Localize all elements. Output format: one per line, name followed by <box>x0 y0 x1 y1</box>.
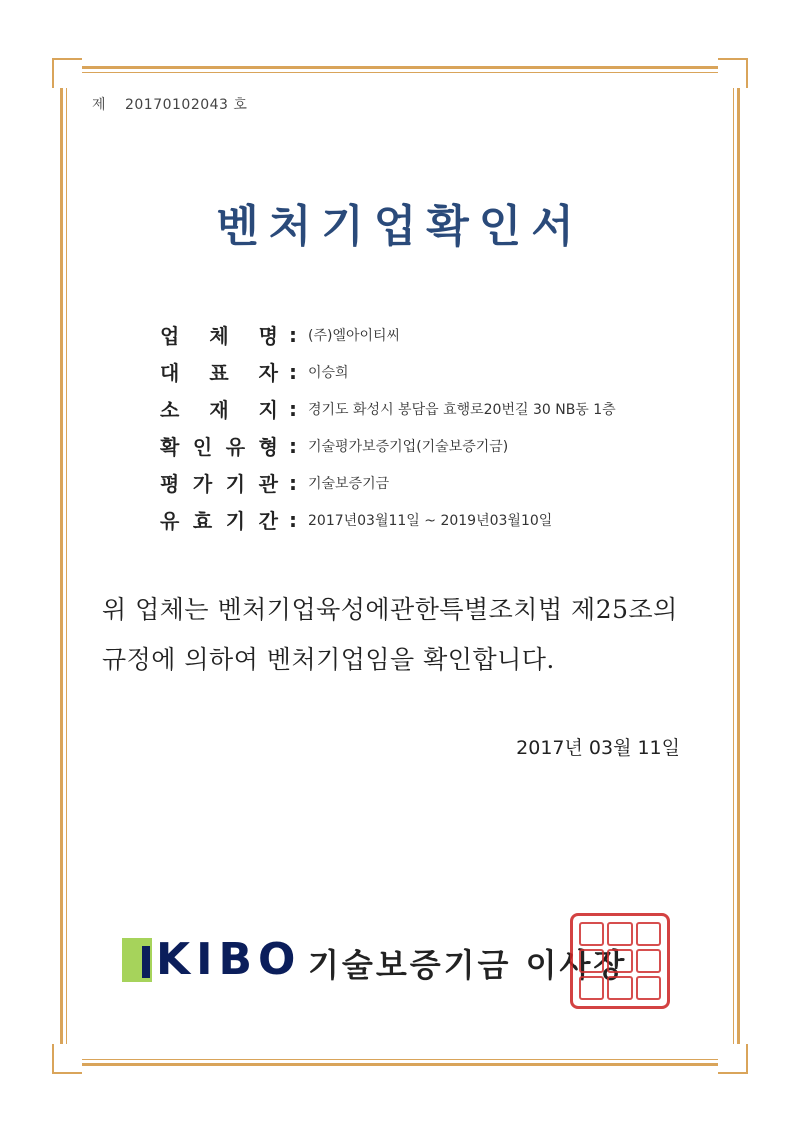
label-char: 업 <box>160 324 180 348</box>
seal-glyph <box>579 949 604 973</box>
border-corner-ornament <box>52 1044 82 1074</box>
label-char: 관 <box>258 472 278 496</box>
label-char: 인 <box>192 435 213 459</box>
label-char: 유 <box>225 435 246 459</box>
label-char: 형 <box>258 435 278 459</box>
field-row-representative <box>160 353 616 390</box>
field-colon: : <box>289 359 297 384</box>
label-char: 소 <box>160 398 180 422</box>
label-char: 확 <box>160 435 180 459</box>
company-info-table <box>160 316 616 538</box>
seal-glyph <box>636 922 661 946</box>
label-char: 유 <box>160 509 180 533</box>
certificate-number-suffix: 호 <box>233 97 248 113</box>
label-char: 기 <box>225 509 246 533</box>
field-value-address: 경기도 화성시 봉담읍 효행로20번길 30 NB동 1층 <box>308 401 616 418</box>
field-label <box>160 320 278 349</box>
label-char: 표 <box>209 361 229 385</box>
kibo-logo-mark <box>122 938 152 982</box>
border-corner-ornament <box>718 58 748 88</box>
field-value-evaluation-agency: 기술보증기금 <box>308 475 390 492</box>
certificate-number-prefix: 제 <box>92 97 107 113</box>
field-label <box>160 394 278 423</box>
certification-statement <box>102 585 722 685</box>
label-char: 간 <box>258 509 278 533</box>
field-colon: : <box>289 396 297 421</box>
border-corner-ornament <box>718 1044 748 1074</box>
kibo-logo-text: KIBO <box>156 934 302 985</box>
seal-glyph <box>579 922 604 946</box>
certificate-title: 벤처기업확인서 <box>216 201 584 252</box>
seal-glyph <box>636 949 661 973</box>
field-label <box>160 505 278 534</box>
label-char: 효 <box>192 509 213 533</box>
field-label <box>160 357 278 386</box>
certificate-number <box>92 94 247 114</box>
label-char: 지 <box>258 398 278 422</box>
label-char: 평 <box>160 472 180 496</box>
seal-glyph <box>579 976 604 1000</box>
field-row-validity-period <box>160 501 616 538</box>
kibo-logo <box>122 934 302 985</box>
seal-glyph <box>607 922 632 946</box>
label-char: 대 <box>160 361 180 385</box>
seal-pattern <box>579 922 661 1000</box>
field-row-address <box>160 390 616 427</box>
statement-line: 위 업체는 벤처기업육성에관한특별조치법 제25조의 <box>102 595 678 624</box>
field-value-representative: 이승희 <box>308 364 349 381</box>
field-value-company-name: (주)엘아이티씨 <box>308 327 401 344</box>
field-row-confirmation-type <box>160 427 616 464</box>
label-char: 체 <box>209 324 229 348</box>
field-colon: : <box>289 470 297 495</box>
seal-glyph <box>607 949 632 973</box>
field-value-validity-period: 2017년03월11일 ~ 2019년03월10일 <box>308 512 553 529</box>
official-seal-stamp <box>570 913 670 1009</box>
label-char: 명 <box>258 324 278 348</box>
field-value-confirmation-type: 기술평가보증기업(기술보증기금) <box>308 438 509 455</box>
field-colon: : <box>289 433 297 458</box>
statement-line: 규정에 의하여 벤처기업임을 확인합니다. <box>102 645 555 674</box>
issuer-name: 기술보증기금 이사장 <box>308 946 628 984</box>
label-char: 가 <box>192 472 213 496</box>
field-colon: : <box>289 507 297 532</box>
border-corner-ornament <box>52 58 82 88</box>
field-row-evaluation-agency <box>160 464 616 501</box>
seal-glyph <box>607 976 632 1000</box>
field-row-company-name <box>160 316 616 353</box>
label-char: 자 <box>258 361 278 385</box>
field-colon: : <box>289 322 297 347</box>
field-label <box>160 431 278 460</box>
label-char: 기 <box>225 472 246 496</box>
seal-glyph <box>636 976 661 1000</box>
field-label <box>160 468 278 497</box>
certificate-number-value: 20170102043 <box>124 97 229 113</box>
label-char: 재 <box>209 398 229 422</box>
issue-date: 2017년 03월 11일 <box>516 737 680 759</box>
